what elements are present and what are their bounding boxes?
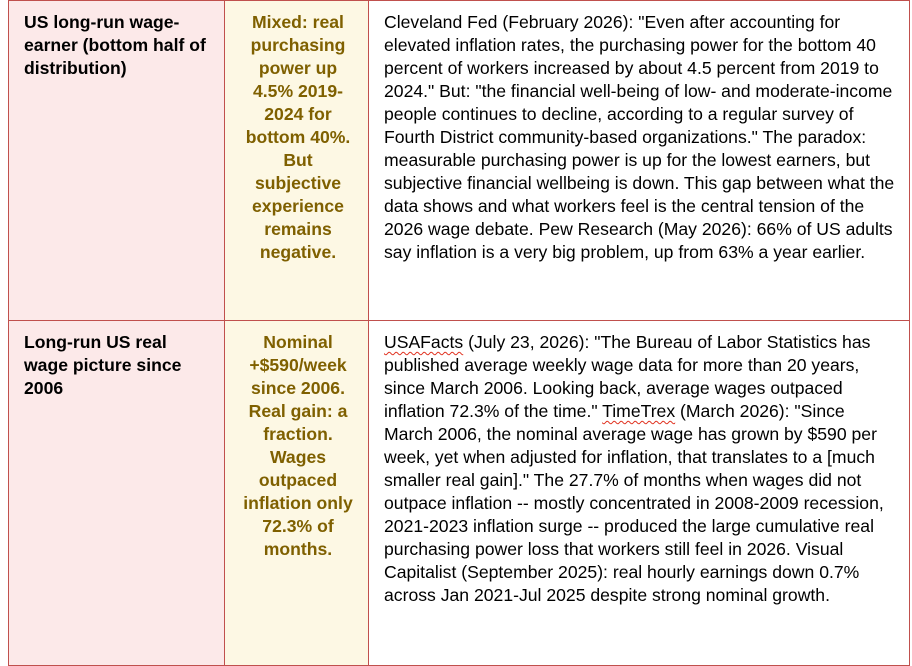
row-status-cell xyxy=(225,1,369,321)
row-label-cell xyxy=(9,321,225,666)
source-name-usafacts: USAFacts xyxy=(384,332,464,352)
row-detail-cell xyxy=(369,1,910,321)
row-status: Nominal +$590/week since 2006. Real gain: a fraction. Wages outpaced inflation only 72.3% of months. xyxy=(243,332,353,559)
row-status: Mixed: real purchasing power up 4.5% 2019-2024 for bottom 40%. But subjective experience remains negative. xyxy=(245,12,351,262)
row-label-cell xyxy=(9,1,225,321)
row-detail-cell xyxy=(369,321,910,666)
table-row xyxy=(9,1,910,321)
row-label: US long-run wage-earner (bottom half of distribution) xyxy=(24,12,206,78)
row-detail: Cleveland Fed (February 2026): "Even after accounting for elevated inflation rates, the purchasing power for the bottom 40 percent of workers increased by about 4.5 percent from 2019 to 2024." But: "the financial well-being of low- and moderate-income people continues to decline, according to a regular survey of Fourth District community-based organizations." The paradox: measurable purchasing power is up for the lowest earners, but subjective financial wellbeing is down. This gap between what the data shows and what workers feel is the central tension of the 2026 wage debate. Pew Research (May 2026): 66% of US adults say inflation is a very big problem, up from 63% a year earlier. xyxy=(384,12,895,262)
row-detail-part: (July 23, 2026): "The Bureau of Labor Statistics has published average weekly wage data for more than 20 years, since March 2006. Looking back, average wages outpaced inflation 72.3% of the time." xyxy=(384,332,871,421)
table-row xyxy=(9,321,910,666)
row-status-cell xyxy=(225,321,369,666)
row-detail-part: (March 2026): "Since March 2006, the nominal average wage has grown by $590 per week, yet when adjusted for inflation, that translates to a [much smaller real gain]." The 27.7% of months when wages did not outpace inflation -- mostly concentrated in 2008-2009 recession, 2021-2023 inflation surge -- produced the large cumulative real purchasing power loss that workers still feel in 2026. Visual Capitalist (September 2025): real hourly earnings down 0.7% across Jan 2021-Jul 2025 despite strong nominal growth. xyxy=(384,401,884,605)
comparison-table xyxy=(8,0,910,666)
source-name-timetrex: TimeTrex xyxy=(602,401,676,421)
row-label: Long-run US real wage picture since 2006 xyxy=(24,332,182,398)
